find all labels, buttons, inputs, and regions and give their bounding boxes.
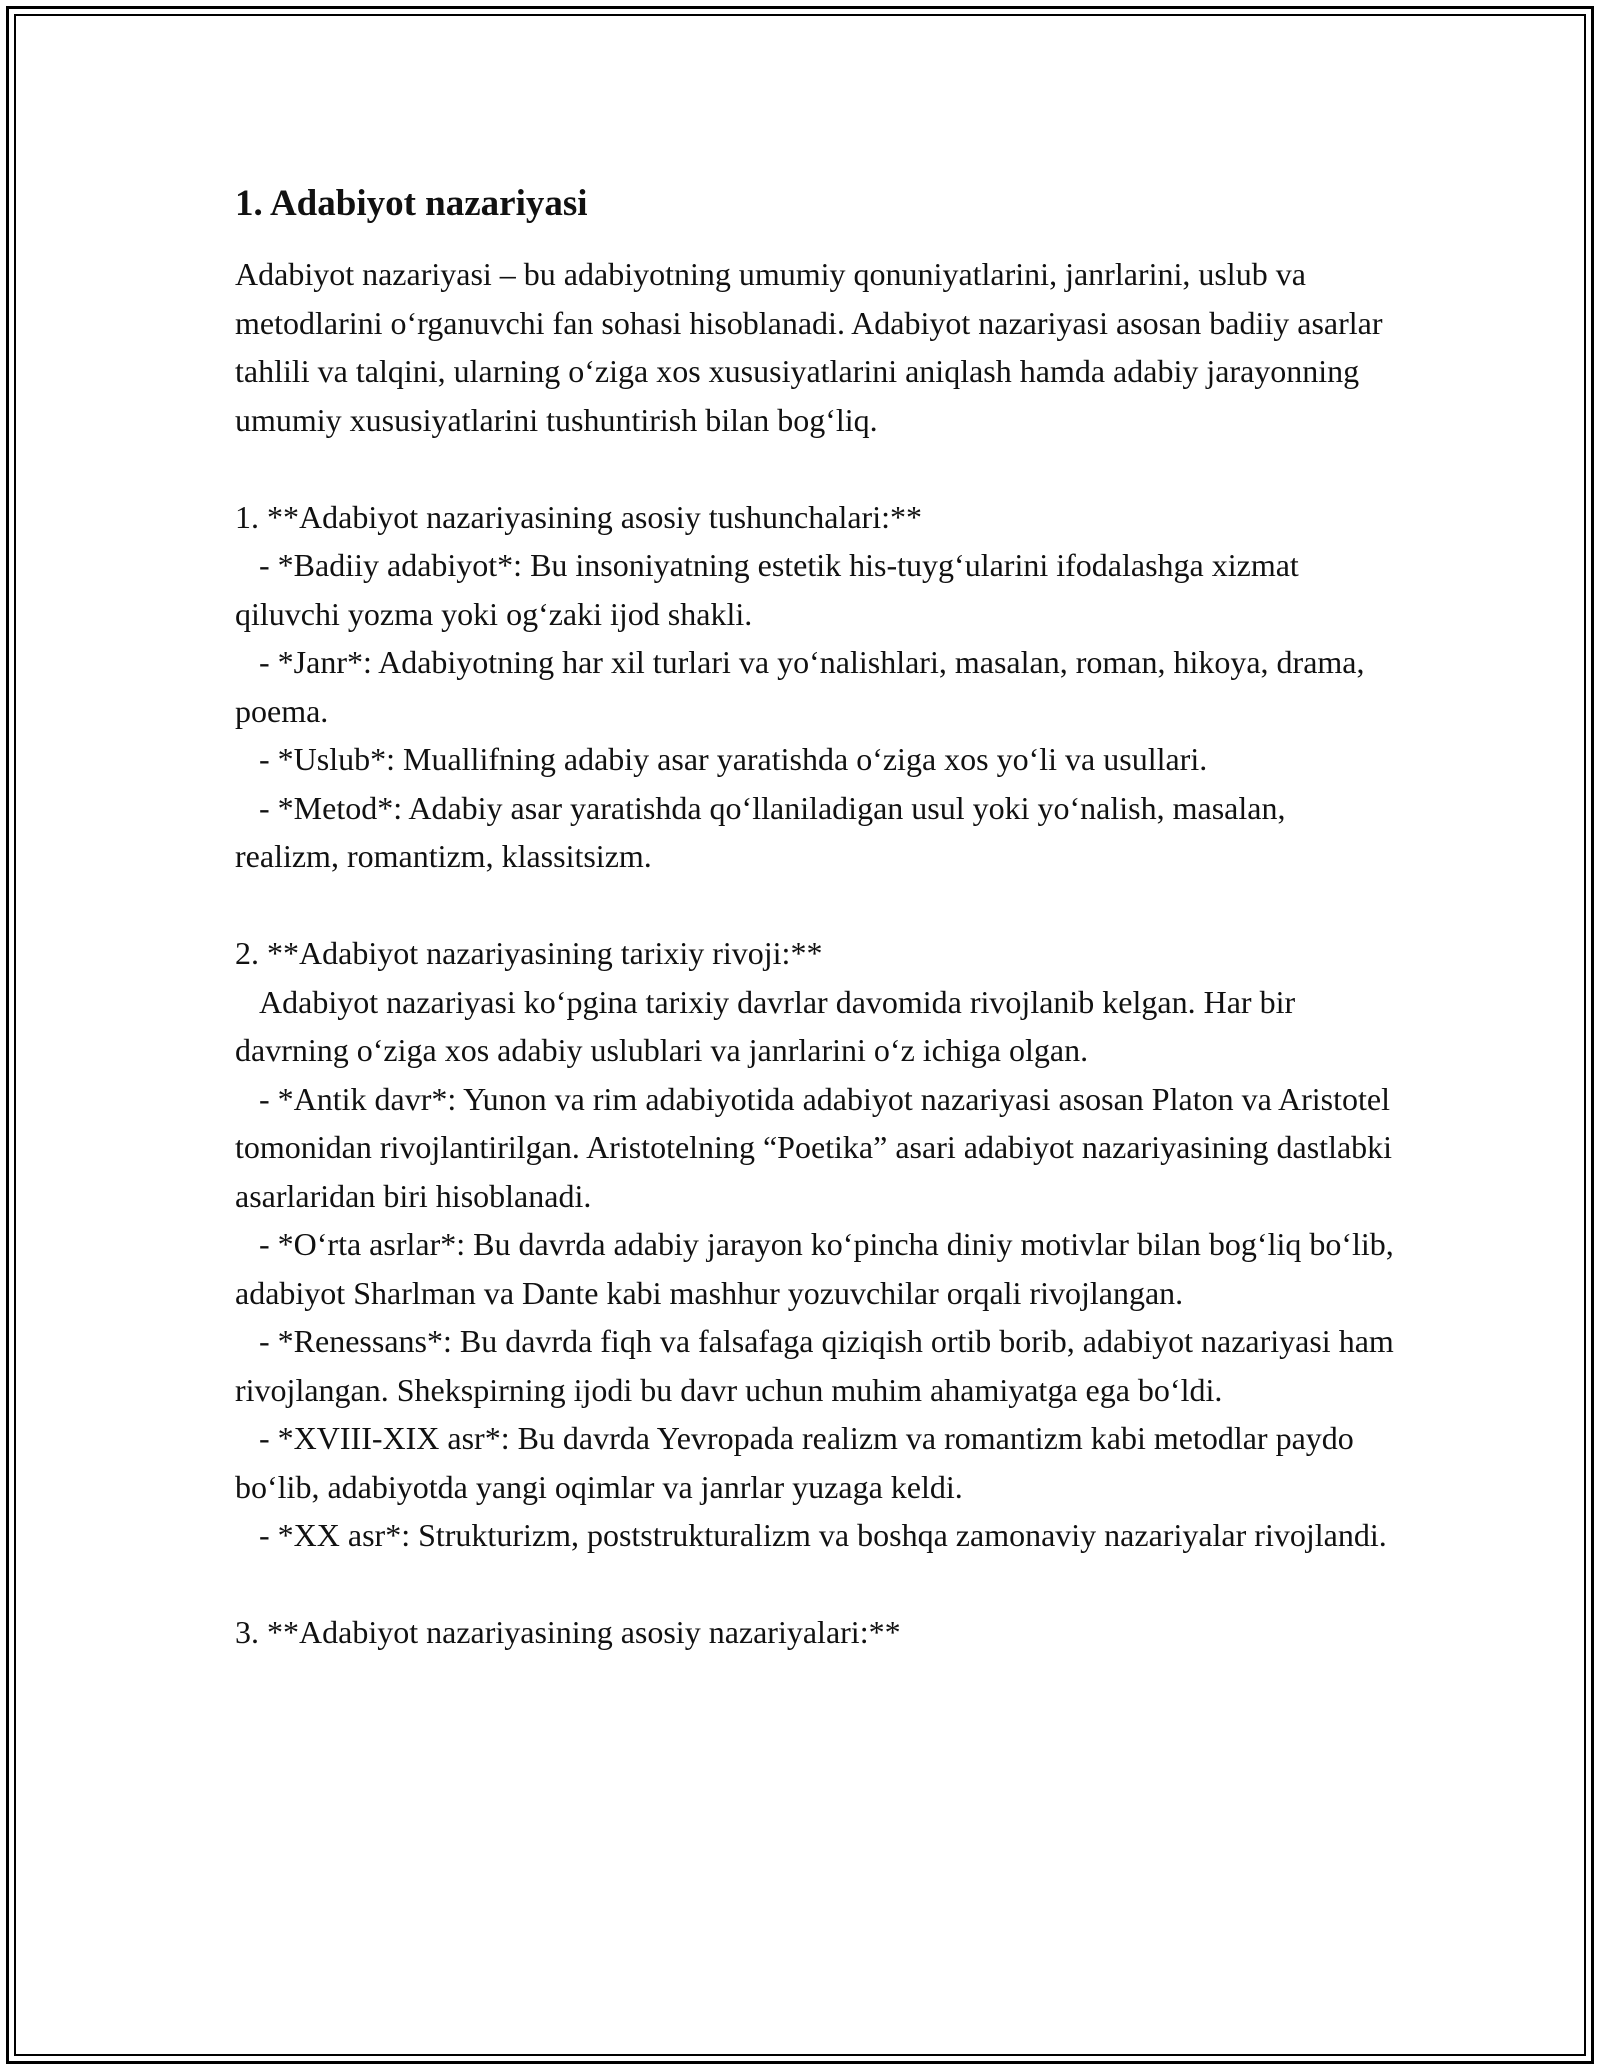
document-body: [235, 180, 1402, 1657]
section-1-heading: 1. **Adabiyot nazariyasining asosiy tushunchalari:**: [235, 498, 922, 535]
section-2-heading: 2. **Adabiyot nazariyasining tarixiy rivoji:**: [235, 935, 823, 971]
section-2-item-xx-asr: - *XX asr*: Strukturizm, poststrukturalizm va boshqa zamonaviy nazariyalar rivojlandi.: [235, 1517, 1387, 1553]
section-1-item-uslub: - *Uslub*: Muallifning adabiy asar yaratishda o‘ziga xos yo‘li va usullari.: [235, 741, 1208, 777]
section-2-item-xviii-xix-asr: - *XVIII-XIX asr*: Bu davrda Yevropada realizm va romantizm kabi metodlar paydo bo‘lib, adabiyotda yangi oqimlar va janrlar yuzaga keldi.: [235, 1420, 1362, 1505]
section-1-item-metod: - *Metod*: Adabiy asar yaratishda qo‘llaniladigan usul yoki yo‘nalish, masalan, realizm, romantizm, klassitsizm.: [235, 789, 1294, 874]
section-1-item-janr: - *Janr*: Adabiyotning har xil turlari va yo‘nalishlari, masalan, roman, hikoya, drama, poema.: [235, 644, 1373, 729]
section-2-item-renessans: - *Renessans*: Bu davrda fiqh va falsafaga qiziqish ortib borib, adabiyot nazariyasi ham rivojlangan. Shekspirning ijodi bu davr uchun muhim ahamiyatga ega bo‘ldi.: [235, 1323, 1402, 1408]
paragraph-gap: [235, 1560, 1395, 1609]
paragraph-gap: [235, 881, 1395, 930]
paragraph-gap: [235, 444, 1395, 493]
section-2-intro: Adabiyot nazariyasi ko‘pgina tarixiy davrlar davomida rivojlanib kelgan. Har bir davrning o‘ziga xos adabiy uslublari va janrlarini o‘z ichiga olgan.: [235, 983, 1304, 1068]
section-2-item-orta-asrlar: - *O‘rta asrlar*: Bu davrda adabiy jarayon ko‘pincha diniy motivlar bilan bog‘liq bo‘lib, adabiyot Sharlman va Dante kabi mashhur yozuvchilar orqali rivojlangan.: [235, 1226, 1402, 1311]
section-2-item-antik-davr: - *Antik davr*: Yunon va rim adabiyotida adabiyot nazariyasi asosan Platon va Aristotel tomonidan rivojlantirilgan. Aristotelning “Poetika” asari adabiyot nazariyasining dastlabki asarlaridan biri hisoblanadi.: [235, 1080, 1401, 1214]
intro-paragraph: Adabiyot nazariyasi – bu adabiyotning umumiy qonuniyatlarini, janrlarini, uslub va metodlarini o‘rganuvchi fan sohasi hisoblanadi. Adabiyot nazariyasi asosan badiiy asarlar tahlili va talqini, ularning o‘ziga xos xususiyatlarini aniqlash hamda adabiy jarayonning umumiy xususiyatlarini tushuntirish bilan bog‘liq.: [235, 256, 1391, 438]
section-3-heading: 3. **Adabiyot nazariyasining asosiy nazariyalari:**: [235, 1614, 901, 1650]
document-title: 1. Adabiyot nazariyasi: [235, 183, 588, 224]
section-1-item-badiiy-adabiyot: - *Badiiy adabiyot*: Bu insoniyatning estetik his-tuyg‘ularini ifodalashga xizmat qiluvchi yozma yoki og‘zaki ijod shakli.: [235, 547, 1307, 632]
